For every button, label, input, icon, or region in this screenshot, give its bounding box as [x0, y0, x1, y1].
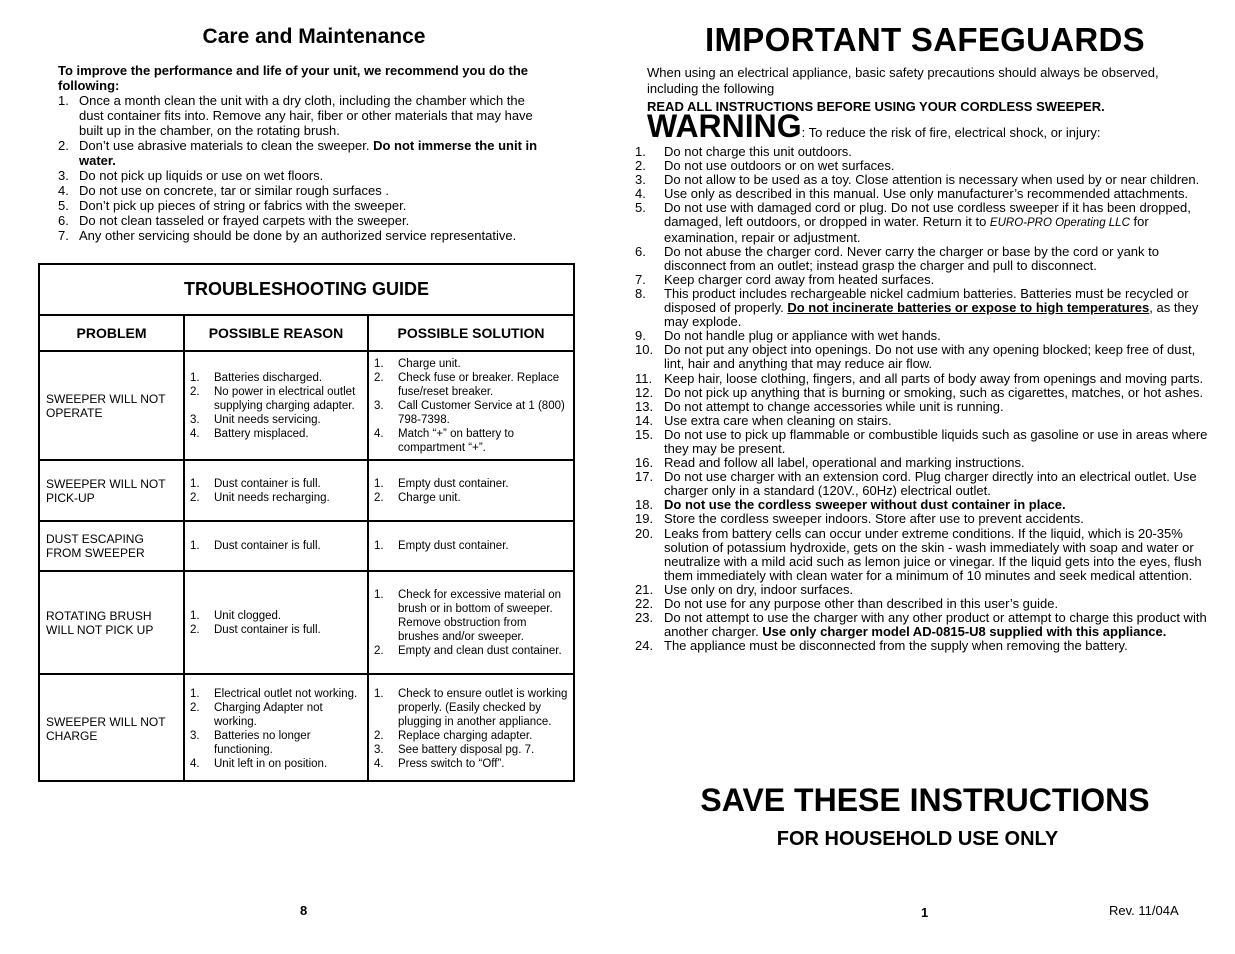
safeguards-title: IMPORTANT SAFEGUARDS — [705, 21, 1145, 58]
safeguard-item: 4. Use only as described in this manual. Use only manufacturer’s recommended attachments. — [635, 186, 1189, 202]
table-row-problem: SWEEPER WILL NOT CHARGE — [46, 714, 166, 743]
table-row-problem: SWEEPER WILL NOT PICK-UP — [46, 476, 166, 505]
safeguard-item: 19. Store the cordless sweeper indoors. Store after use to prevent accidents. — [635, 511, 1084, 527]
safeguard-item: 15. Do not use to pick up flammable or combustible liquids such as gasoline or use in areas where they may be present. — [635, 426, 1208, 456]
header-problem: PROBLEM — [76, 325, 147, 341]
safeguard-item: 21. Use only on dry, indoor surfaces. — [635, 581, 854, 597]
safeguard-item: 10. Do not put any object into openings. Do not use with any opening blocked; keep free of dust, lint, hair and anything that may reduce air flow. — [635, 342, 1196, 372]
safeguard-item: 3. Do not allow to be used as a toy. Close attention is necessary when used by or near children. — [635, 172, 1200, 188]
care-list — [58, 93, 548, 243]
page-number: 1 — [921, 905, 929, 920]
safeguard-item: 23. Do not attempt to use the charger with any other product or attempt to charge this product with another charger. Use only charger model AD-0815-U8 supplied with this appliance. — [635, 610, 1207, 640]
household-use-only: FOR HOUSEHOLD USE ONLY — [776, 828, 1059, 850]
table-row-problem: ROTATING BRUSH WILL NOT PICK UP — [46, 608, 154, 637]
safeguard-item: 16. Read and follow all label, operational and marking instructions. — [635, 455, 1025, 471]
table-row-reason: 1. Electrical outlet not working. 2. Charging Adapter not working. 3. Batteries no longer functioning. 4. Unit left in on position. — [190, 687, 358, 770]
warning-word: WARNING — [647, 108, 802, 144]
table-row-solution: 1. Check to ensure outlet is working properly. (Easily checked by plugging in another appliance. 2. Replace charging adapter. 3. See battery disposal pg. 7. 4. Press switch to “Off”. — [374, 687, 568, 770]
safeguards-list — [635, 145, 1210, 653]
revision-label: Rev. 11/04A — [1109, 903, 1179, 918]
table-row-solution: 1. Empty dust container. 2. Charge unit. — [374, 477, 509, 504]
care-title: Care and Maintenance — [202, 25, 426, 48]
troubleshooting-title: TROUBLESHOOTING GUIDE — [40, 265, 573, 316]
safeguard-item: 5. Do not use with damaged cord or plug. Do not use cordless sweeper if it has been dropped, damaged, left outdoors, or dropped in water. Return it to EURO-PRO Operating LLC for examination, repair or adjustment. — [635, 200, 1191, 245]
table-row-reason: 1. Dust container is full. — [190, 540, 321, 552]
safeguards-intro: When using an electrical appliance, basic safety precautions should always be observed, including the following — [647, 65, 1159, 96]
table-row-reason: 1. Dust container is full. 2. Unit needs recharging. — [190, 477, 330, 504]
care-item: 5. Don’t pick up pieces of string or fabrics with the sweeper. — [58, 198, 407, 213]
care-intro: To improve the performance and life of your unit, we recommend you do the following: — [58, 63, 528, 93]
page-number: 8 — [300, 903, 308, 918]
safeguard-item: 18. Do not use the cordless sweeper without dust container in place. — [635, 497, 1066, 513]
read-all-instructions: READ ALL INSTRUCTIONS BEFORE USING YOUR CORDLESS SWEEPER. — [647, 99, 1105, 114]
table-row-problem: DUST ESCAPING FROM SWEEPER — [46, 532, 145, 560]
care-item: 7. Any other servicing should be done by an authorized service representative. — [58, 228, 517, 243]
care-item: 6. Do not clean tasseled or frayed carpets with the sweeper. — [58, 213, 410, 228]
table-divider — [367, 316, 369, 782]
warning-line — [647, 108, 1217, 145]
safeguard-item: 22. Do not use for any purpose other than described in this user’s guide. — [635, 596, 1059, 611]
table-row-solution: 1. Check for excessive material on brush or in bottom of sweeper. Remove obstruction from brushes and/or sweeper. 2. Empty and clean dust container. — [374, 588, 562, 657]
header-solution: POSSIBLE SOLUTION — [397, 325, 545, 341]
safeguard-item: 8. This product includes rechargeable nickel cadmium batteries. Batteries must be recycled or disposed of properly. Do not incinerate batteries or expose to high temperatures, as they may explode. — [635, 285, 1199, 330]
safeguard-item: 6. Do not abuse the charger cord. Never carry the charger or base by the cord or yank to disconnect from an outlet; instead grasp the charger and pull to disconnect. — [635, 243, 1159, 273]
table-row-reason: 1. Unit clogged. 2. Dust container is full. — [190, 609, 321, 636]
safeguard-item: 11. Keep hair, loose clothing, fingers, and all parts of body away from openings and moving parts. — [635, 370, 1204, 386]
safeguard-item: 17. Do not use charger with an extension cord. Plug charger directly into an electrical outlet. Use charger only in a standard (120V., 60Hz) electrical outlet. — [635, 469, 1197, 499]
safeguard-item: 13. Do not attempt to change accessories while unit is running. — [635, 398, 1004, 414]
table-row-solution: 1. Empty dust container. — [374, 540, 509, 552]
header-reason: POSSIBLE REASON — [208, 325, 344, 341]
care-item: 4. Do not use on concrete, tar or similar rough surfaces . — [58, 183, 389, 198]
table-row-reason: 1. Batteries discharged. 2. No power in electrical outlet supplying charging adapter. 3. Unit needs servicing. 4. Battery misplaced. — [190, 371, 356, 440]
care-item: 3. Do not pick up liquids or use on wet floors. — [58, 168, 324, 183]
safeguard-item: 9. Do not handle plug or appliance with wet hands. — [635, 328, 941, 344]
table-divider — [183, 316, 185, 782]
care-item: 1. Once a month clean the unit with a dry cloth, including the chamber which the dust container fits into. Remove any hair, fiber or other materials that may have built up in the chamber, on the rotating brush. — [58, 93, 533, 138]
save-instructions-title: SAVE THESE INSTRUCTIONS — [700, 782, 1150, 818]
safeguard-item: 1. Do not charge this unit outdoors. — [635, 144, 852, 159]
safeguard-item: 14. Use extra care when cleaning on stairs. — [635, 412, 892, 428]
safeguard-item: 7. Keep charger cord away from heated surfaces. — [635, 271, 935, 287]
care-item: 2. Don’t use abrasive materials to clean the sweeper. Do not immerse the unit in water. — [58, 138, 538, 168]
safeguard-item: 2. Do not use outdoors or on wet surfaces. — [635, 158, 895, 174]
safeguard-item: 24. The appliance must be disconnected from the supply when removing the battery. — [635, 638, 1128, 654]
troubleshooting-table — [38, 263, 575, 782]
warning-text: : To reduce the risk of fire, electrical shock, or injury: — [801, 125, 1101, 140]
safeguard-item: 20. Leaks from battery cells can occur under extreme conditions. If the liquid, which is 20-35% solution of potassium hydroxide, gets on the skin - wash immediately with soap and water or neutralize with a mild acid such as lemon juice or vinegar. If the liquid gets into the eyes, flush them immediately with clean water for a minimum of 10 minutes and seek medical attention. — [635, 525, 1202, 583]
safeguard-item: 12. Do not pick up anything that is burning or smoking, such as cigarettes, matches, or hot ashes. — [635, 384, 1204, 400]
table-row-solution: 1. Charge unit. 2. Check fuse or breaker. Replace fuse/reset breaker. 3. Call Customer Service at 1 (800) 798-7398. 4. Match “+” on battery to compartment “+”. — [374, 357, 565, 454]
table-row-problem: SWEEPER WILL NOT OPERATE — [46, 391, 166, 420]
